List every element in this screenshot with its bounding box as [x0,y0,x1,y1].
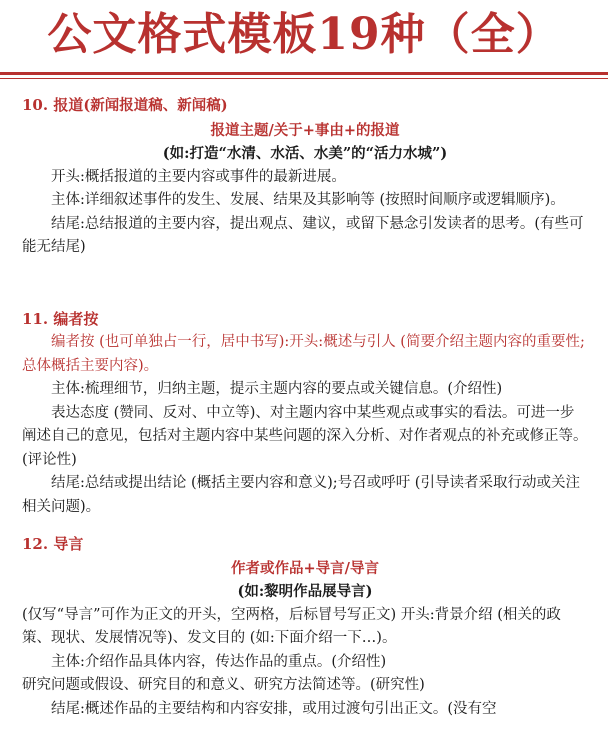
section-12-ending: 结尾:概述作品的主要结构和内容安排，或用过渡句引出正文。(没有空 [51,700,497,717]
section-spacer [22,260,588,308]
section-10-example: (如:打造“水清、水活、水美”的“活力水城”) [162,145,448,162]
section-10-body: 主体:详细叙述事件的发生、发展、结果及其影响等 (按照时间顺序或逻辑顺序)。 [51,192,565,208]
section-11-ending: 结尾:总结或提出结论 (概括主要内容和意义);号召或呼吁 (引导读者采取行动或关注相关问题)。 [22,475,580,515]
section-11-body-1: 主体:梳理细节，归纳主题，提示主题内容的要点或关键信息。(介绍性) [51,381,503,397]
section-10-heading: 10. 报道(新闻报道稿、新闻稿) [22,96,228,114]
section-12-body-2: 研究问题或假设、研究目的和意义、研究方法简述等。(研究性) [22,677,425,693]
section-10-ending: 结尾:总结报道的主要内容，提出观点、建议，或留下悬念引发读者的思考。(有些可能无结尾) [22,215,584,255]
section-12-example: (如:黎明作品展导言) [237,583,373,600]
title-rule-thin [0,78,608,79]
section-11-heading: 11. 编者按 [22,309,99,328]
title-rule-thick [0,72,608,75]
section-12-subtitle: 作者或作品+导言/导言 [231,559,379,577]
section-10-subtitle: 报道主题/关于+事由+的报道 [210,121,400,139]
section-11-intro: 编者按 (也可单独占一行，居中书写):开头:概述与引人 (简要介绍主题内容的重要性;总体概括主要内容)。 [22,334,585,374]
section-10-opening: 开头:概括报道的主要内容或事件的最新进展。 [51,168,346,185]
section-12-opening: (仅写“导言”可作为正文的开头，空两格，后标冒号写正文) 开头:背景介绍 (相关的政策、现状、发展情况等)、发文目的 (如:下面介绍一下…)。 [22,606,561,646]
document-body [22,94,588,721]
section-12-body-1: 主体:介绍作品具体内容，传达作品的重点。(介绍性) [51,653,387,670]
section-12-heading: 12. 导言 [22,535,84,553]
section-spacer [22,519,588,533]
section-11-body-2: 表达态度 (赞同、反对、中立等)、对主题内容中某些观点或事实的看法。可进一步阐述自己的意见，包括对主题内容中某些问题的深入分析、对作者观点的补充或修正等。(评论性) [22,404,588,468]
page-title: 公文格式模板19种（全） [47,9,561,60]
